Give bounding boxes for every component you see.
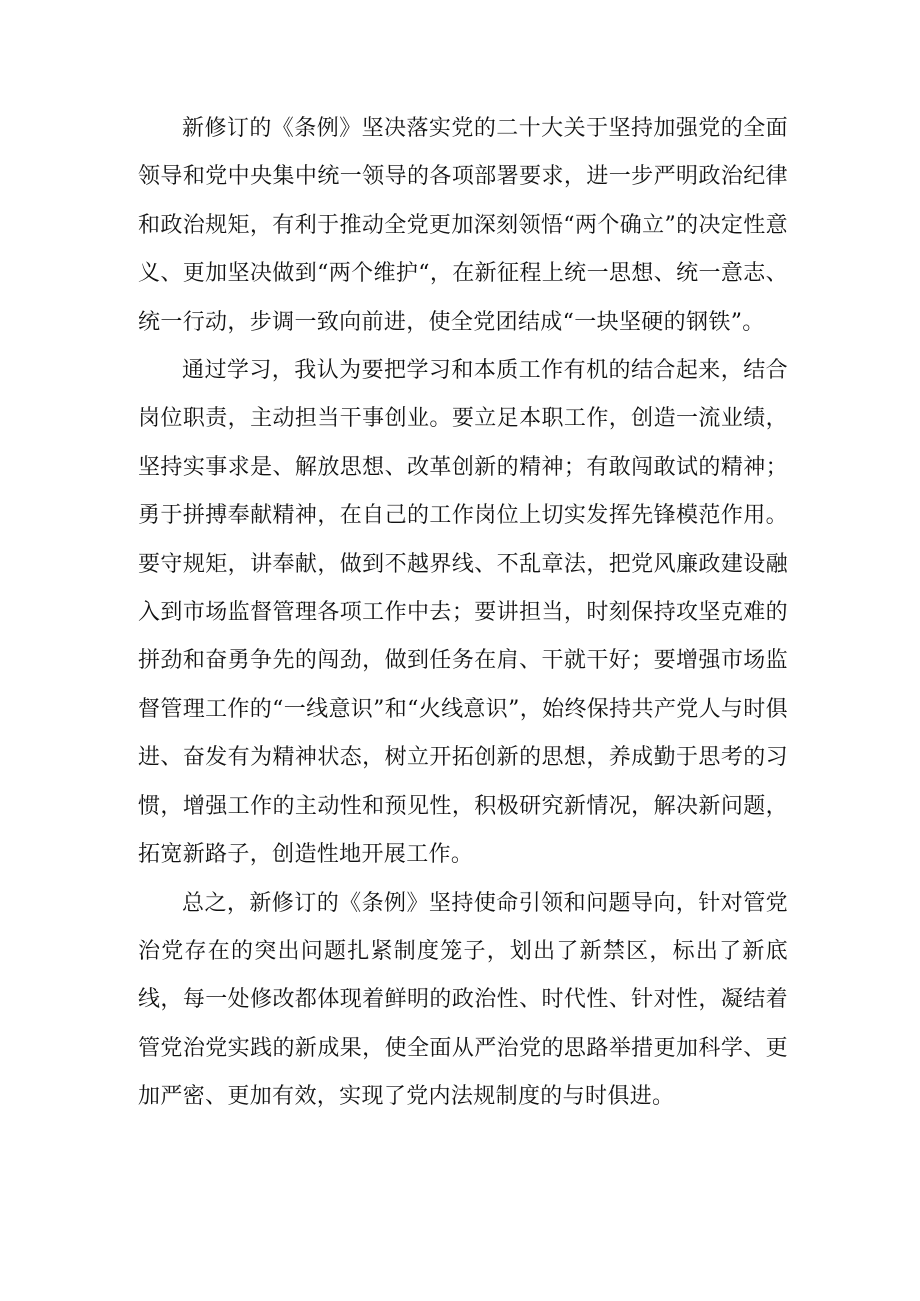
paragraph-1: 新修订的《条例》坚决落实党的二十大关于坚持加强党的全面领导和党中央集中统一领导的各项部署要求，进一步严明政治纪律和政治规矩，有利于推动全党更加深刻领悟“两个确立”的决定性意义、更加坚决做到“两个维护“，在新征程上统一思想、统一意志、统一行动，步调一致向前进，使全党团结成“一块坚硬的钢铁”。 xyxy=(138,116,788,335)
paragraph-2: 通过学习，我认为要把学习和本质工作有机的结合起来，结合岗位职责，主动担当干事创业。要立足本职工作，创造一流业绩，坚持实事求是、解放思想、改革创新的精神；有敢闯敢试的精神；勇于拼搏奉献精神，在自己的工作岗位上切实发挥先锋模范作用。要守规矩，讲奉献，做到不越界线、不乱章法，把党风廉政建设融入到市场监督管理各项工作中去；要讲担当，时刻保持攻坚克难的拼劲和奋勇争先的闯劲，做到任务在肩、干就干好；要增强市场监督管理工作的“一线意识”和“火线意识”，始终保持共产党人与时俱进、奋发有为精神状态，树立开拓创新的思想，养成勤于思考的习惯，增强工作的主动性和预见性，积极研究新情况，解决新问题，拓宽新路子，创造性地开展工作。 xyxy=(138,358,788,868)
document-body xyxy=(138,105,788,1122)
paragraph-3: 总之，新修订的《条例》坚持使命引领和问题导向，针对管党治党存在的突出问题扎紧制度笼子，划出了新禁区，标出了新底线，每一处修改都体现着鲜明的政治性、时代性、针对性，凝结着管党治党实践的新成果，使全面从严治党的思路举措更加科学、更加严密、更加有效，实现了党内法规制度的与时俱进。 xyxy=(138,890,788,1110)
